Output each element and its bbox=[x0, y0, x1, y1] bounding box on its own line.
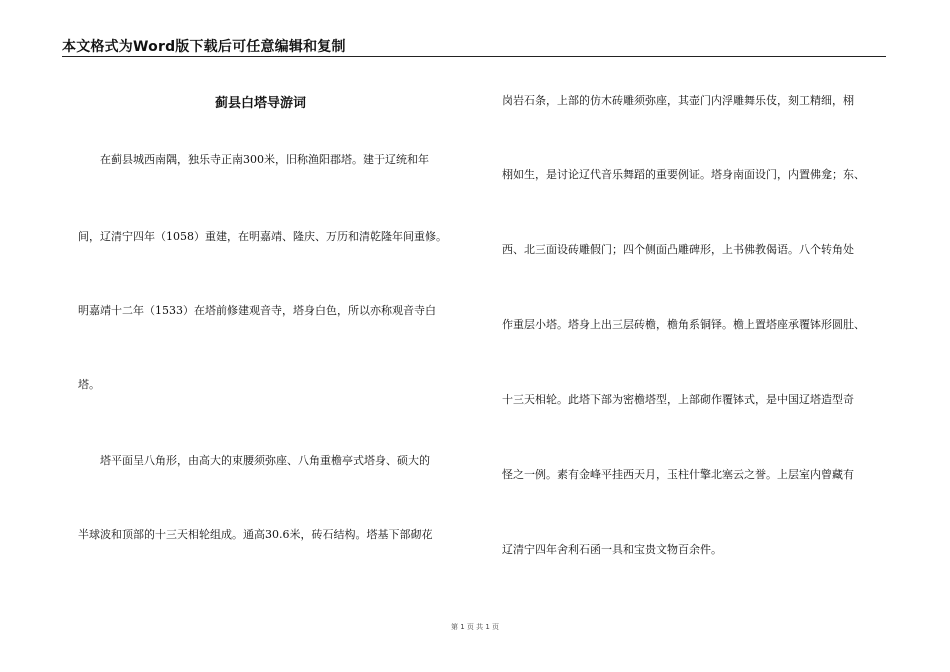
paragraph-line: 塔。 bbox=[78, 378, 100, 391]
paragraph-line: 怪之一例。素有金峰平挂西天月，玉柱什擎北塞云之誉。上层室内曾藏有 bbox=[502, 468, 854, 481]
paragraph-line: 十三天相轮。此塔下部为密檐塔型，上部砌作覆钵式，是中国辽塔造型奇 bbox=[502, 393, 854, 406]
paragraph-line: 作重层小塔。塔身上出三层砖檐，檐角系铜铎。檐上置塔座承覆钵形圆肚、 bbox=[502, 318, 865, 331]
paragraph-line: 塔平面呈八角形，由高大的束腰须弥座、八角重檐亭式塔身、硕大的 bbox=[78, 454, 430, 467]
paragraph-line: 辽清宁四年舍利石函一具和宝贵文物百余件。 bbox=[502, 543, 722, 556]
paragraph-line: 半球波和顶部的十三天相轮组成。通高30.6米，砖石结构。塔基下部砌花 bbox=[78, 528, 433, 541]
paragraph-line: 在蓟县城西南隅，独乐寺正南300米，旧称渔阳郡塔。建于辽统和年 bbox=[78, 153, 429, 166]
document-title: 蓟县白塔导游词 bbox=[215, 96, 307, 111]
header-text: 本文格式为Word版下载后可任意编辑和复制 bbox=[62, 39, 346, 55]
paragraph-line: 栩如生，是讨论辽代音乐舞蹈的重要例证。塔身南面设门，内置佛龛；东、 bbox=[502, 168, 865, 181]
paragraph-line: 岗岩石条，上部的仿木砖雕须弥座，其壶门内浮雕舞乐伎，刻工精细，栩 bbox=[502, 94, 854, 107]
page-footer: 第 1 页 共 1 页 bbox=[450, 623, 500, 631]
page-header bbox=[62, 34, 886, 57]
paragraph-line: 间，辽清宁四年（1058）重建，在明嘉靖、隆庆、万历和清乾隆年间重修。 bbox=[78, 230, 447, 243]
paragraph-line: 西、北三面设砖雕假门；四个侧面凸雕碑形，上书佛教偈语。八个转角处 bbox=[502, 243, 854, 256]
paragraph-line: 明嘉靖十二年（1533）在塔前修建观音寺，塔身白色，所以亦称观音寺白 bbox=[78, 304, 436, 317]
